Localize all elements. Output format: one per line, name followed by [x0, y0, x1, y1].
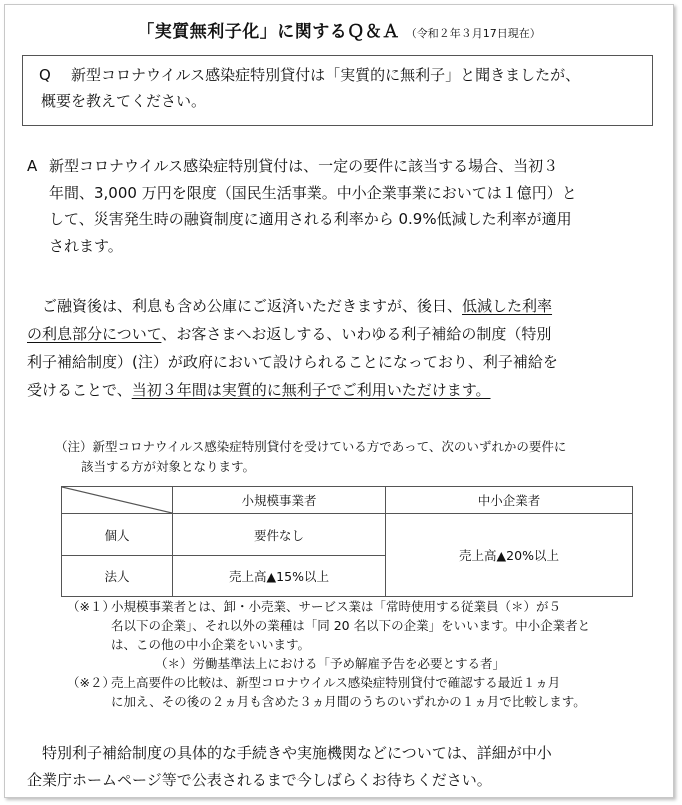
footnote-1-line-2: 名以下の企業」、それ以外の業種は「同 20 名以下の企業」をいいます。中小企業者と: [111, 618, 591, 633]
table-cell-corporate-small: 売上高▲15%以上: [173, 556, 386, 597]
answer-paragraph-1: [27, 153, 653, 259]
title-text: 「実質無利子化」に関するＱ＆Ａ: [137, 22, 400, 42]
footnote-1-sub: （＊）労働基準法上における「予め解雇予告を必要とする者」: [155, 656, 506, 671]
table-header-mid: 中小企業者: [386, 487, 633, 514]
para2-line-1-underline: 低減した利率: [462, 297, 553, 315]
requirements-table: [61, 486, 633, 597]
title-date: （令和２年３月17日現在）: [405, 27, 541, 40]
document-page: [4, 4, 674, 798]
para2-line-2b: 、お客さまへお返しする、いわゆる利子補給の制度（特別: [161, 325, 552, 343]
page-title: [5, 17, 673, 42]
footnote-2-label: （※２）: [67, 675, 115, 690]
note-block: [55, 437, 655, 477]
table-header-small: 小規模事業者: [173, 487, 386, 514]
footnote-1-label: （※１）: [67, 599, 115, 614]
question-label: Q: [39, 66, 51, 84]
footnote-2-line-1: 売上高要件の比較は、新型コロナウイルス感染症特別貸付で確認する最近１ヵ月: [111, 675, 561, 690]
note-line-1: （注）新型コロナウイルス感染症特別貸付を受けている方であって、次のいずれかの要件に: [55, 439, 567, 454]
answer-line-3: して、災害発生時の融資制度に適用される利率から 0.9%低減した利率が適用: [49, 210, 572, 228]
para2-line-4-underline: 当初３年間は実質的に無利子でご利用いただけます。: [131, 381, 491, 399]
question-line-2: 概要を教えてください。: [41, 92, 207, 110]
table-corner-cell: [62, 487, 173, 514]
table-cell-individual-small: 要件なし: [173, 514, 386, 556]
closing-line-1: 特別利子補給制度の具体的な手続きや実施機関などについては、詳細が中小: [27, 744, 552, 762]
para2-line-1a: ご融資後は、利息も含め公庫にご返済いただきますが、後日、: [27, 297, 463, 315]
closing-line-2: 企業庁ホームページ等で公表されるまで今しばらくお待ちください。: [27, 771, 492, 789]
answer-paragraph-2: [27, 292, 653, 404]
answer-line-2: 年間、3,000 万円を限度（国民生活事業。中小企業事業においては１億円）と: [49, 183, 577, 202]
para2-line-2-underline: の利息部分について: [27, 325, 162, 343]
footnote-1-line-1: 小規模事業者とは、卸・小売業、サービス業は「常時使用する従業員（＊）が５: [111, 599, 562, 614]
question-line-1: 新型コロナウイルス感染症特別貸付は「実質的に無利子」と聞きましたが、: [71, 66, 581, 84]
footnote-2-line-2: に加え、その後の２ヵ月も含めた３ヵ月間のうちのいずれかの１ヵ月で比較します。: [111, 694, 586, 709]
closing-paragraph: [27, 740, 653, 794]
answer-label: A: [27, 157, 38, 175]
table-row-corporate: 法人: [62, 556, 173, 597]
table-row-individual: 個人: [62, 514, 173, 556]
para2-line-4a: 受けることで、: [27, 381, 132, 399]
note-line-2: 該当する方が対象となります。: [81, 459, 256, 474]
table-cell-mid: 売上高▲20%以上: [386, 514, 633, 597]
footnotes: [67, 597, 667, 711]
footnote-1-line-3: は、この他の中小企業をいいます。: [111, 637, 311, 652]
answer-line-1: 新型コロナウイルス感染症特別貸付は、一定の要件に該当する場合、当初３: [49, 157, 559, 175]
diagonal-line: [62, 487, 172, 513]
para2-line-3: 利子補給制度）(注）が政府において設けられることになっており、利子補給を: [27, 353, 558, 371]
question-box: [22, 55, 653, 126]
answer-line-4: されます。: [49, 236, 123, 255]
